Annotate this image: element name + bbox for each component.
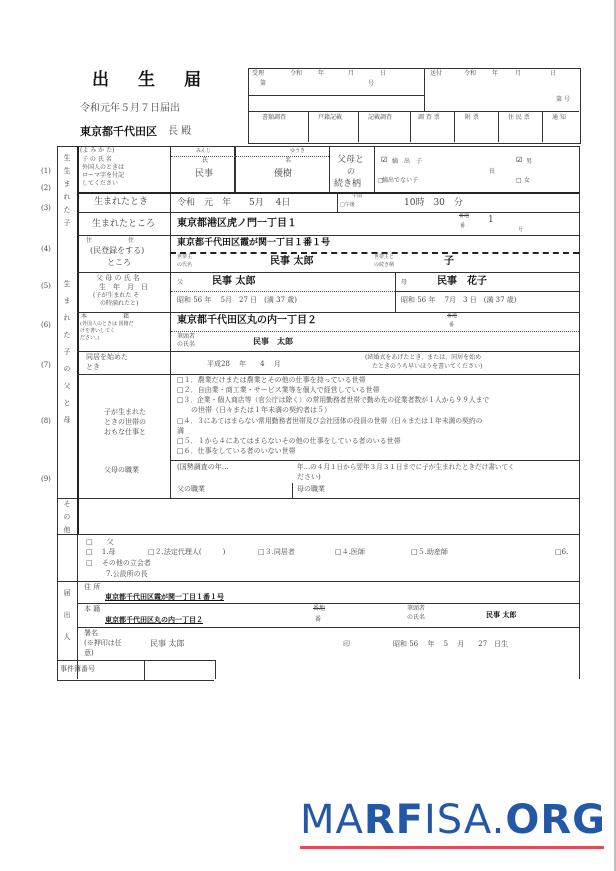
work-option[interactable]: □４．３にあてはまらない常用勤務者世帯及び会社団体の役員の世帯（日々または１年未満の契約の xyxy=(177,417,483,425)
filer-head-name: 民事 太郎 xyxy=(486,611,517,619)
birth-clock: 10時 30 分 xyxy=(404,198,463,208)
filed-date: 令和元年５月７日届出 xyxy=(80,103,180,114)
filer-father-checkbox[interactable]: □ 父 xyxy=(86,538,114,546)
filer-other-checkbox[interactable]: □ その他の立会者 xyxy=(86,559,151,567)
other-notes-area[interactable] xyxy=(80,500,576,532)
surname-kana: みんじ xyxy=(196,148,212,154)
householder-name: 民事 太郎 xyxy=(270,256,314,267)
mother-name: 民事 花子 xyxy=(437,276,487,287)
work-option[interactable]: □１．農業だけまたは農業とその他の仕事を持っている世帯 xyxy=(177,376,366,384)
office-use-box xyxy=(248,68,581,144)
pm-checkbox[interactable]: □午後 xyxy=(340,202,355,208)
office-col: 戸籍記載 xyxy=(318,114,343,121)
father-occupation-label: 父の職業 xyxy=(177,485,205,493)
row-number: (5) xyxy=(41,282,51,290)
filer-cohab-checkbox[interactable]: □３.同居者 xyxy=(258,548,295,556)
case-number-field[interactable] xyxy=(146,662,212,678)
work-option[interactable]: □６．仕事をしている者のいない世帯 xyxy=(177,447,296,455)
section-child-label: 生 生 ま れ た 子 xyxy=(63,154,71,227)
legit-checkbox[interactable]: ☑ xyxy=(381,156,388,164)
form-title: 出 生 届 xyxy=(92,70,207,90)
marfisa-logo: MARFISA.ORG xyxy=(300,797,606,843)
child-address: 東京都千代田区霞が関一丁目１番１号 xyxy=(177,238,331,248)
work-option[interactable]: □５．１から４にあてはまらないその他の仕事をしている者のいる世帯 xyxy=(177,437,401,445)
parents-honseki: 東京都千代田区丸の内一丁目２ xyxy=(177,315,317,326)
office-col: 書類調査 xyxy=(262,114,287,121)
office-col: 附 票 xyxy=(465,114,479,121)
head-name: 民事 太郎 xyxy=(253,337,293,346)
filer-signature: 民事 太郎 xyxy=(150,639,185,648)
row-number: (9) xyxy=(41,475,51,483)
filer-dob: 昭和 56 年 5 月 27 日生 xyxy=(393,640,509,648)
row-number: (1) xyxy=(41,167,51,175)
filer-mother-checkbox[interactable]: □ 1.母 xyxy=(86,548,116,556)
office-col: 調 査 票 xyxy=(418,114,440,121)
female-checkbox[interactable]: □ xyxy=(516,177,522,184)
logo-underline xyxy=(300,846,604,849)
filer-address: 東京都千代田区霞が関一丁目１番１号 xyxy=(105,593,224,601)
office-col: 住 民 票 xyxy=(508,114,530,121)
non-legit-checkbox[interactable]: 嫡出でない子 xyxy=(382,177,419,184)
receipt-label: 受理 xyxy=(252,70,265,77)
mother-occupation-label: 母の職業 xyxy=(297,485,325,493)
given-kana: ゆうき xyxy=(290,148,306,154)
cohab-date: 平成28 年 4 月 xyxy=(207,360,281,368)
row-number: (8) xyxy=(41,417,51,425)
addressee-place: 東京都千代田区 xyxy=(80,125,157,138)
work-option[interactable]: □２．自由業・商工業・サービス業等を個人で経営している世帯 xyxy=(177,386,380,394)
child-surname: 民事 xyxy=(195,169,214,179)
office-col: 記載調査 xyxy=(368,114,393,121)
seal-mark: 印 xyxy=(343,640,350,648)
father-name: 民事 太郎 xyxy=(212,276,256,287)
row-number: (2) xyxy=(41,184,51,192)
row-number: (4) xyxy=(41,245,51,253)
section-other-label: そ の 他 xyxy=(63,500,71,534)
work-option-cont: 満 xyxy=(177,427,184,435)
work-option[interactable]: □３．企業・個人商店等（官公庁は除く）の常用勤務者世帯で勤め先の従業者数が１人から９９人まで xyxy=(177,396,490,404)
filer-honseki: 東京都千代田区丸の内一丁目２ xyxy=(105,616,203,624)
section-filer-label: 届 出 人 xyxy=(63,589,71,641)
father-dob: 昭和 56 年 5月 27 日 (満 37 歳) xyxy=(177,296,297,304)
filer-midwife-checkbox[interactable]: □５.助産師 xyxy=(411,548,448,556)
filer-guardian-checkbox[interactable]: □２.法定代理人( ) xyxy=(148,548,226,556)
section-parents-label: 生 ま れ た 子 の 父 と 母 xyxy=(63,280,71,424)
birth-place: 東京都港区虎ノ門一丁目１ xyxy=(177,218,297,229)
mother-dob: 昭和 56 年 7月 3 日 (満 37 歳) xyxy=(401,296,517,304)
work-option-cont: の世帯（日々または１年未満の契約者は５） xyxy=(177,406,331,414)
filer-opt6-checkbox[interactable]: □6. xyxy=(555,548,569,556)
row-number: (3) xyxy=(41,204,51,212)
addressee-suffix: 長 殿 xyxy=(168,126,192,137)
child-given-name: 優樹 xyxy=(274,169,293,179)
row-number: (6) xyxy=(41,321,51,329)
send-label: 送付 xyxy=(430,70,443,77)
male-checkbox[interactable]: ☑ xyxy=(516,156,523,164)
row-number: (7) xyxy=(41,361,51,369)
householder-relation: 子 xyxy=(444,256,454,267)
filer-doctor-checkbox[interactable]: □４.医師 xyxy=(335,548,365,556)
office-col: 通 知 xyxy=(552,114,566,121)
birth-date: 令和 元 年 5月 4日 xyxy=(177,198,291,208)
